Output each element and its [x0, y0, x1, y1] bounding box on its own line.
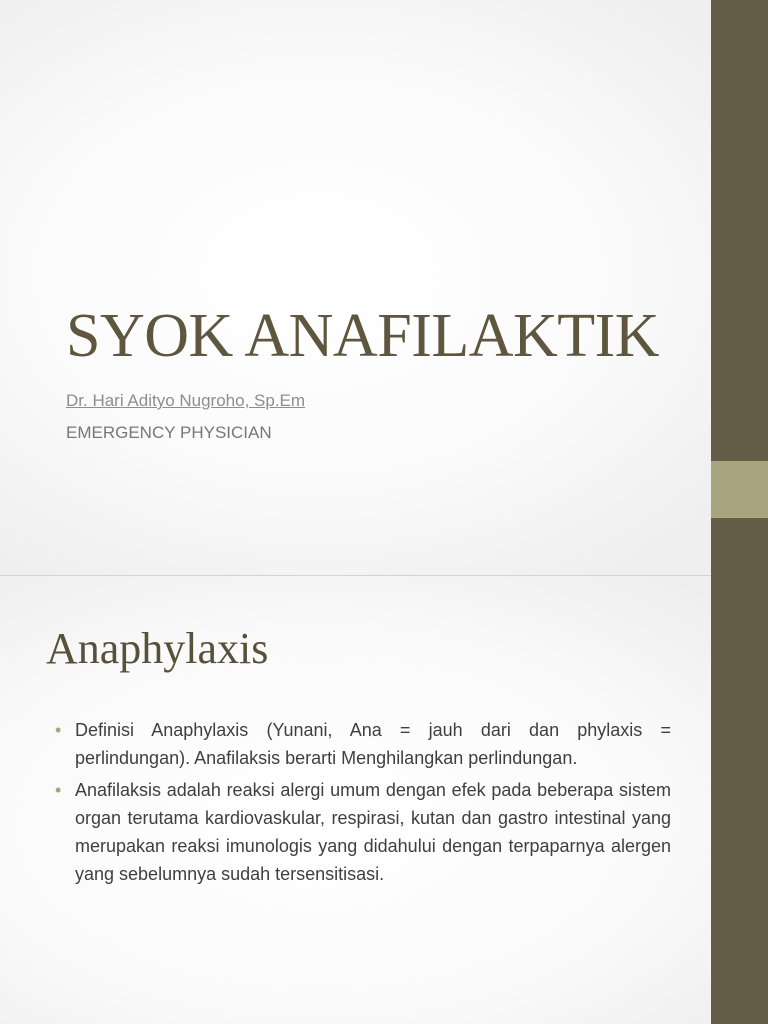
slide-title: SYOK ANAFILAKTIK	[66, 302, 660, 370]
list-item	[55, 716, 671, 772]
slide-heading: Anaphylaxis	[46, 624, 269, 673]
bullet-icon: •	[55, 720, 62, 740]
bullet-text: Anafilaksis adalah reaksi alergi umum dengan efek pada beberapa sistem organ terutama kardiovaskular, respirasi, kutan dan gastro intestinal yang merupakan reaksi imunologis yang didahului dengan terpaparnya alergen yang sebelumnya sudah tersensitisasi.	[75, 780, 671, 884]
bullet-text: Definisi Anaphylaxis (Yunani, Ana = jauh dari dan phylaxis = perlindungan). Anafilaksis berarti Menghilangkan perlindungan.	[75, 720, 671, 768]
bullet-list	[55, 716, 671, 892]
author-role: EMERGENCY PHYSICIAN	[66, 423, 272, 442]
author-link[interactable]: Dr. Hari Adityo Nugroho, Sp.Em	[66, 391, 306, 410]
bullet-icon: •	[55, 780, 62, 800]
list-item	[55, 776, 671, 888]
side-accent	[711, 461, 768, 518]
